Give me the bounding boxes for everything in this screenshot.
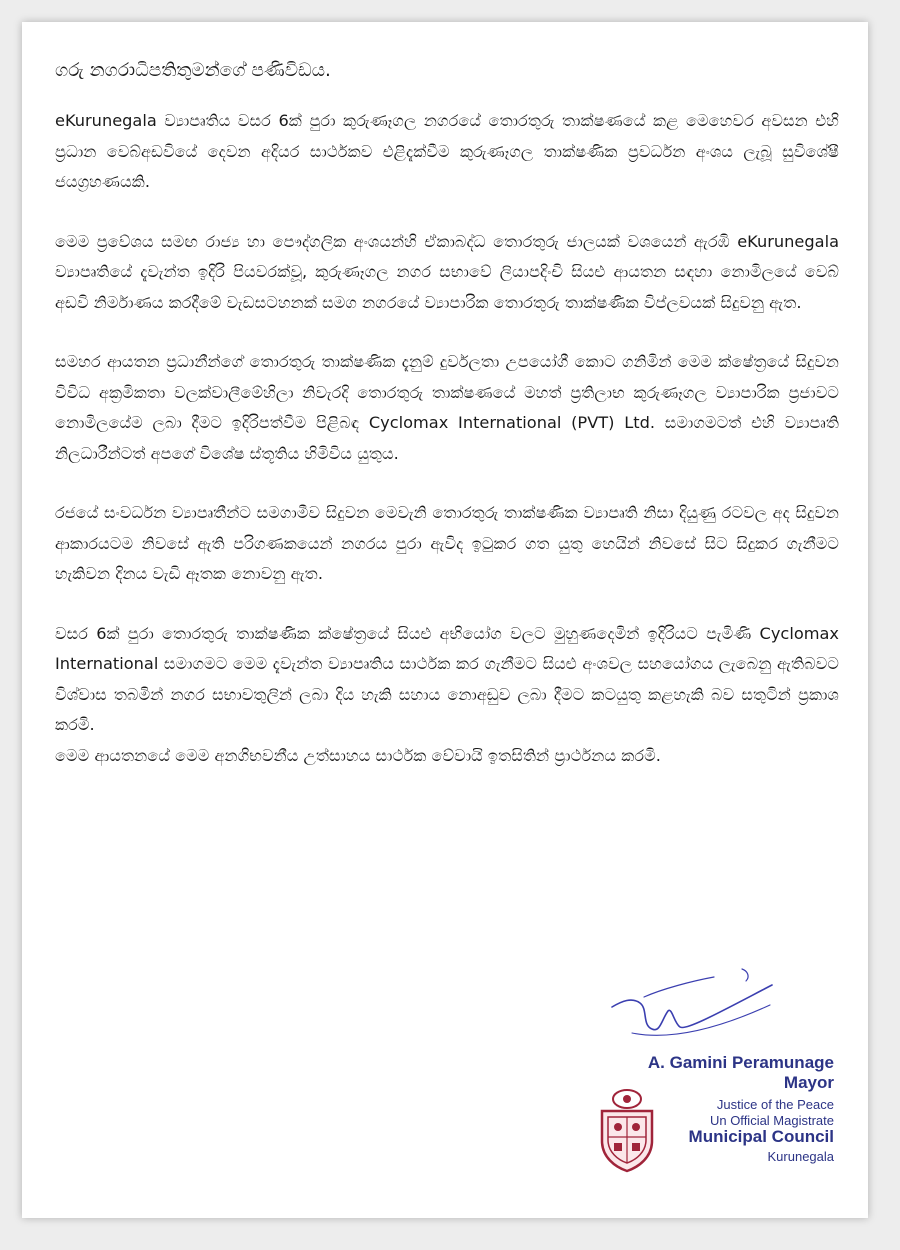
signature-block [594,967,834,1187]
paragraph-2: මෙම ප්‍රවේශය සමඟ රාජ්‍ය හා පෞද්ගලික අංශයන්හි ඒකාබද්ධ තොරතුරු ජාලයක් වශයෙන් ඇරඹි eKurunegala ව්‍යාපෘතියේ දැවැන්ත ඉදිරි පියවරක්වූ, කුරුණෑගල නගර සභාවේ ලියාපදිංචි සියළු ආයතන සඳහා නොමිලයේ වෙබ් අඩවි නිර්මාණය කරදීමේ වැඩසටහනක් සමග නගරයේ ව්‍යාපාරික තොරතුරු තාක්ෂණික විප්ලවයක් සිදුවනු ඇත. [55,231,839,312]
paragraph-5: වසර 6ක් පුරා තොරතුරු තාක්ෂණික ක්ෂේත්‍රයේ සියළු අභියෝග වලට මුහුණදෙමින් ඉදිරියට පැමිණි Cyclomax International සමාගමට මෙම දැවැන්ත ව්‍යාපෘතිය සාර්ථක කර ගැනීමට සියළු අංශවල සහයෝගය ලැබෙනු ඇතිබවට විශ්වාස තබමින් නගර සභාවතුලින් ලබා දිය හැකි සහාය නොඅඩුව ලබා දීමට කටයුතු කළහැකි බව සතුටින් ප්‍රකාශ කරමි. [55,623,839,734]
letter-greeting: ගරු නගරාධිපතිතුමන්ගේ පණිවිඩය. [55,60,331,81]
council-name: Municipal Council [688,1127,834,1146]
paragraph-6: මෙම ආයතනයේ මෙම අනගිභවනීය උත්සාහය සාර්ථක වේවායි ඉතසිතින් ප්‍රාර්ථනය කරමි. [55,745,661,765]
letter-body [55,56,839,800]
signatory-title: Mayor [783,1073,834,1092]
letter-page [22,22,868,1218]
signatory-line-2: Un Official Magistrate [709,1113,834,1128]
signatory-name: A. Gamini Peramunage [647,1053,834,1072]
paragraph-4: රජයේ සංවර්ධන ව්‍යාපෘතීන්ට සමගාමීව සිදුවන මෙවැනි තොරතුරු තාක්ෂණික ව්‍යාපෘති නිසා දියුණු රටවල අද සිදුවන ආකාරයටම නිවසේ ඇති පරිගණකයෙන් නගරය පුරා ඇවිද ඉටුකර ගත යුතු හෙයින් නිවසේ සිට සිදුකර ගැනීමට හැකිවන දිනය වැඩි ඈතක නොවනු ඇත. [55,503,839,583]
handwritten-signature-icon [602,967,782,1062]
council-city: Kurunegala [767,1149,834,1164]
signatory-line-1: Justice of the Peace [716,1097,834,1112]
paragraph-1: eKurunegala ව්‍යාපෘතිය වසර 6ක් පුරා කුරුණෑගල නගරයේ තොරතුරු තාක්ෂණයේ කළ මෙහෙවර අවසන එහි ප්‍රධාන වෙබ්අඩවියේ දෙවන අදියර සාර්ථකව එළිදැක්වීම කුරුණෑගල තාක්ෂණික ප්‍රවර්ධන අංශය ලැබූ සුවිශේෂී ජයග්‍රහණයකි. [55,111,839,191]
paragraph-3: සමහර ආයතන ප්‍රධානීන්ගේ තොරතුරු තාක්ෂණික දැනුම් දුර්වලතා උපයෝගී කොට ගනිමින් මෙම ක්ෂේත්‍රයේ සිදුවන විවිධ අක්‍රමිකතා වලක්වාලීමේහිලා නිවැරදි තොරතුරු තාක්ෂණයේ මහත් ප්‍රතිලාභ කුරුණෑගල ව්‍යාපාරික ප්‍රජාවට නොමිලයේම ලබා දීමට ඉදිරිපත්වීම පිළිබඳ Cyclomax International (PVT) Ltd. සමාගමටත් එහි ව්‍යාපෘති නිලධාරීන්ටත් අපගේ විශේෂ ස්තූතිය හිමිවිය යුතුය. [55,352,839,463]
municipal-seal-icon [594,1085,660,1175]
